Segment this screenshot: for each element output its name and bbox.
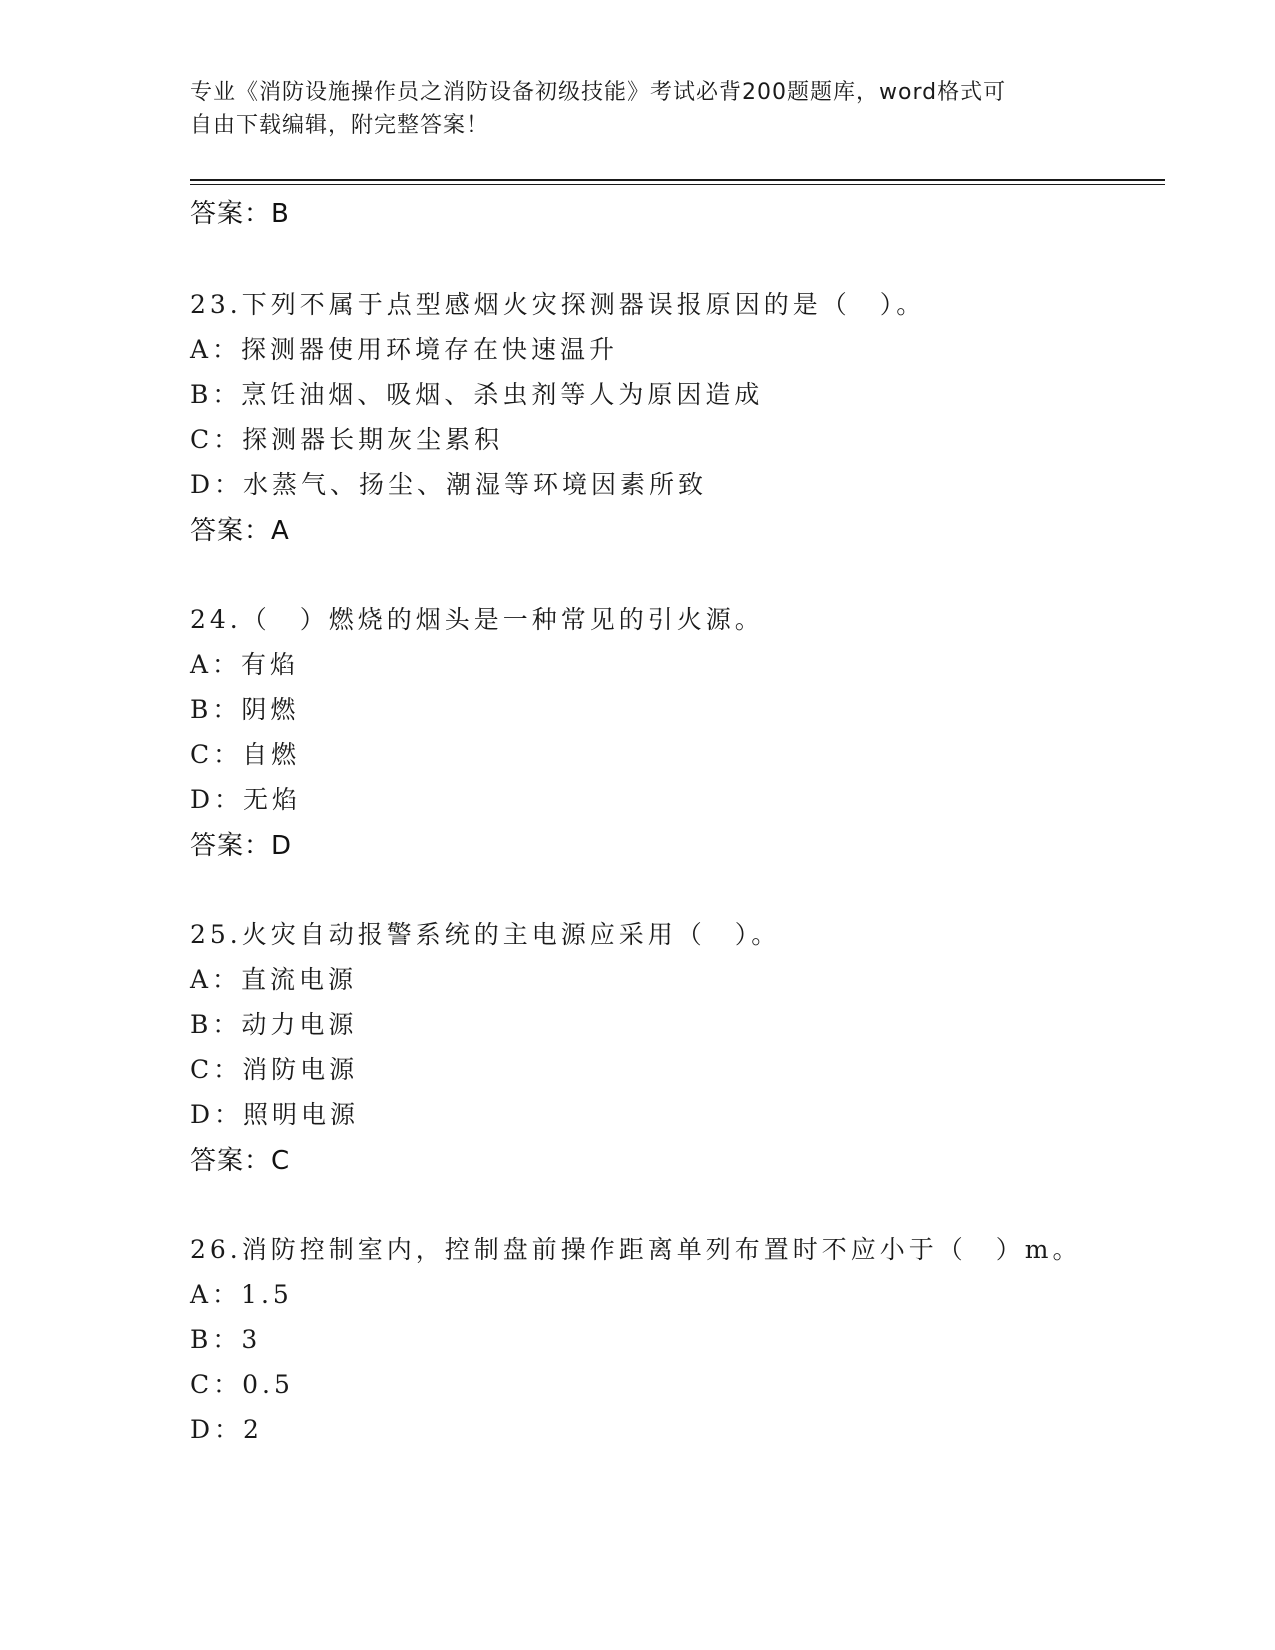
header-line-2: 自由下载编辑，附完整答案！: [190, 113, 490, 138]
question-23-stem: 23.下列不属于点型感烟火灾探测器误报原因的是（ ）。: [190, 290, 926, 319]
question-23-option-b: B：烹饪油烟、吸烟、杀虫剂等人为原因造成: [190, 380, 764, 409]
document-header: [190, 76, 1090, 142]
question-23-option-c: C：探测器长期灰尘累积: [190, 425, 504, 454]
question-25-stem: 25.火灾自动报警系统的主电源应采用（ ）。: [190, 920, 781, 949]
question-24-stem: 24.（ ）燃烧的烟头是一种常见的引火源。: [190, 605, 764, 634]
answer-q24: 答案：D: [190, 831, 293, 861]
question-25-option-a: A：直流电源: [190, 965, 358, 994]
question-24-option-c: C：自燃: [190, 740, 301, 769]
question-26-option-c: C：0.5: [190, 1370, 294, 1399]
question-26-stem: 26.消防控制室内，控制盘前操作距离单列布置时不应小于（ ）m。: [190, 1235, 1082, 1264]
question-26-option-a: A：1.5: [190, 1280, 293, 1309]
question-25-option-c: C：消防电源: [190, 1055, 359, 1084]
answer-q25: 答案：C: [190, 1146, 291, 1176]
question-25-option-d: D：照明电源: [190, 1100, 360, 1129]
question-23-option-a: A：探测器使用环境存在快速温升: [190, 335, 619, 364]
header-divider-thick: [190, 179, 1165, 181]
question-25-option-b: B：动力电源: [190, 1010, 358, 1039]
header-divider-thin: [190, 184, 1165, 185]
question-24-option-b: B：阴燃: [190, 695, 300, 724]
question-26-option-b: B：3: [190, 1325, 262, 1354]
question-26-option-d: D：2: [190, 1415, 263, 1444]
question-24-option-d: D：无焰: [190, 785, 302, 814]
question-23-option-d: D：水蒸气、扬尘、潮湿等环境因素所致: [190, 470, 708, 499]
answer-q22: 答案：B: [190, 199, 290, 229]
header-line-1: 专业《消防设施操作员之消防设备初级技能》考试必背200题题库，word格式可: [190, 80, 1007, 105]
question-24-option-a: A：有焰: [190, 650, 300, 679]
answer-q23: 答案：A: [190, 516, 290, 546]
